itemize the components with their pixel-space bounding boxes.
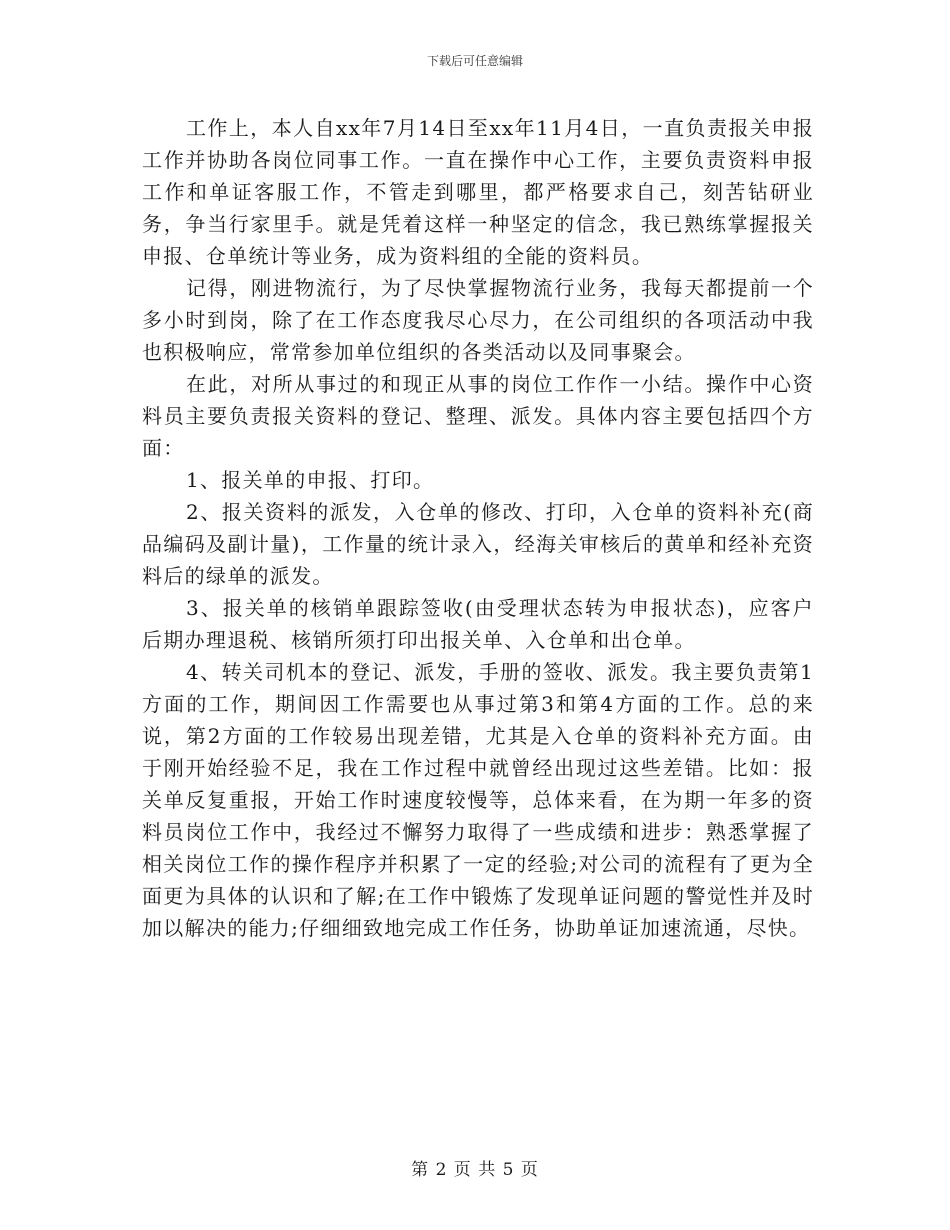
page-footer: 第 2 页 共 5 页: [411, 1160, 539, 1180]
list-item-4: 4、转关司机本的登记、派发，手册的签收、派发。我主要负责第1方面的工作，期间因工作需要也从事过第3和第4方面的工作。总的来说，第2方面的工作较易出现差错，尤其是入仓单的资料补充方面。由于刚开始经验不足，我在工作过程中就曾经出现过这些差错。比如：报关单反复重报，开始工作时速度较慢等，总体来看，在为期一年多的资料员岗位工作中，我经过不懈努力取得了一些成绩和进步：熟悉掌握了相关岗位工作的操作程序并积累了一定的经验;对公司的流程有了更为全面更为具体的认识和了解;在工作中锻炼了发现单证问题的警觉性并及时加以解决的能力;仔细细致地完成工作任务，协助单证加速流通，尽快。: [142, 660, 814, 940]
list-item-2: 2、报关资料的派发，入仓单的修改、打印，入仓单的资料补充(商品编码及副计量)，工作量的统计录入，经海关审核后的黄单和经补充资料后的绿单的派发。: [142, 500, 814, 588]
document-body: [142, 112, 814, 944]
paragraph-work-summary: 工作上，本人自xx年7月14日至xx年11月4日，一直负责报关申报工作并协助各岗位同事工作。一直在操作中心工作，主要负责资料申报工作和单证客服工作，不管走到哪里，都严格要求自己，刻苦钻研业务，争当行家里手。就是凭着这样一种坚定的信念，我已熟练掌握报关申报、仓单统计等业务，成为资料组的全能的资料员。: [142, 116, 814, 268]
paragraph-joining: 记得，刚进物流行，为了尽快掌握物流行业务，我每天都提前一个多小时到岗，除了在工作态度我尽心尽力，在公司组织的各项活动中我也积极响应，常常参加单位组织的各类活动以及同事聚会。: [142, 276, 814, 364]
list-item-3: 3、报关单的核销单跟踪签收(由受理状态转为申报状态)，应客户后期办理退税、核销所须打印出报关单、入仓单和出仓单。: [142, 596, 814, 652]
paragraph-duties-intro: 在此，对所从事过的和现正从事的岗位工作作一小结。操作中心资料员主要负责报关资料的登记、整理、派发。具体内容主要包括四个方面：: [142, 372, 814, 460]
page-header: 下载后可任意编辑: [426, 54, 523, 68]
list-item-1: 1、报关单的申报、打印。: [186, 468, 435, 492]
